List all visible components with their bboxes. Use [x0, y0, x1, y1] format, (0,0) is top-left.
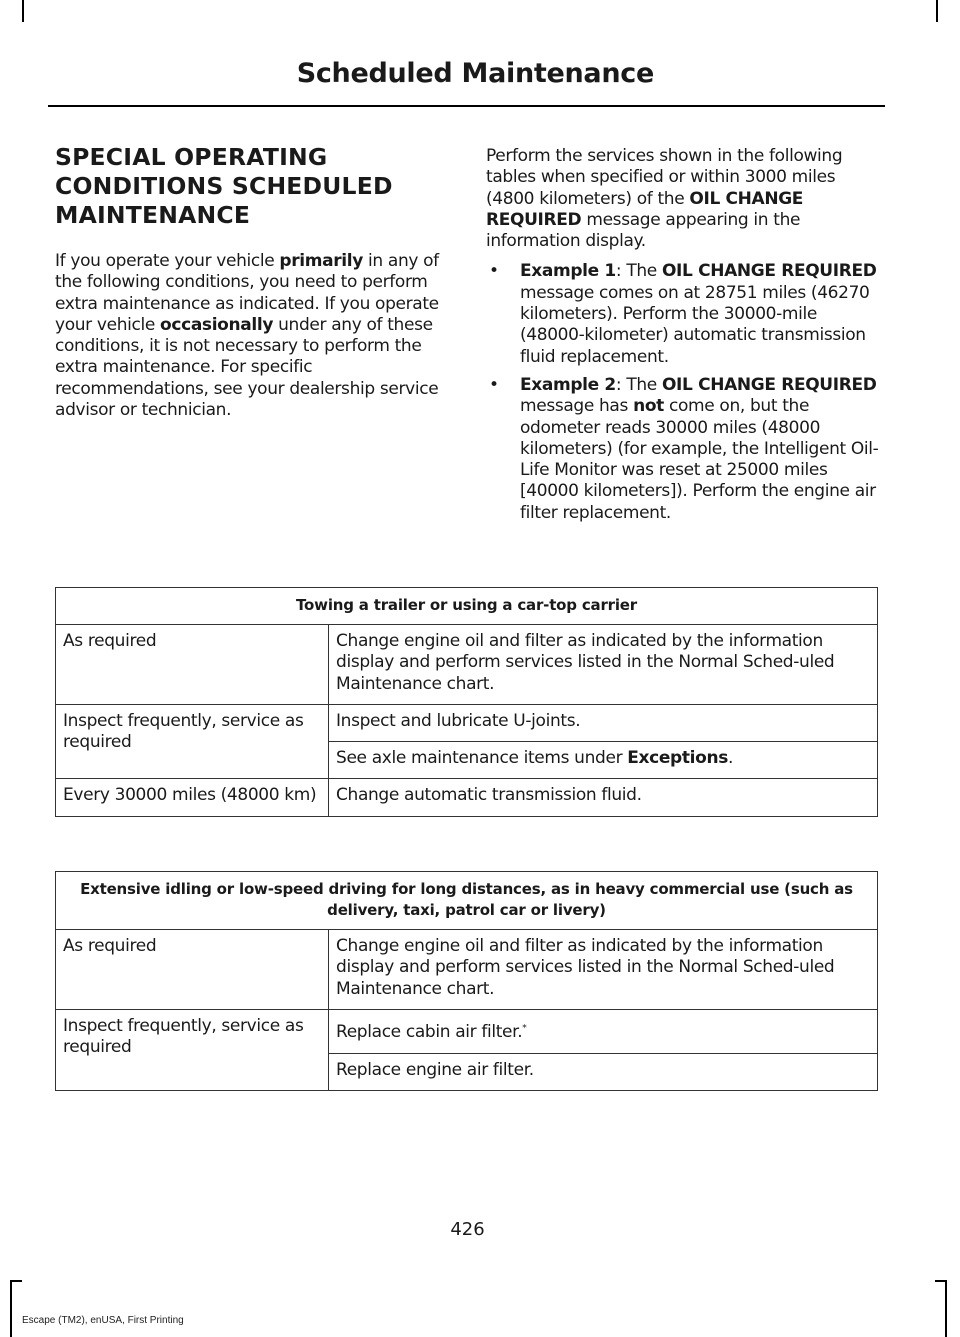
- interval-cell: Every 30000 miles (48000 km): [56, 779, 329, 816]
- edition-footer: Escape (TM2), enUSA, First Printing: [22, 1315, 184, 1326]
- towing-maintenance-table: [55, 587, 878, 817]
- table-caption-row: [56, 588, 878, 625]
- crop-mark-bottom-left-h: [10, 1280, 22, 1282]
- action-cell: [329, 1009, 878, 1053]
- example-bold-not: not: [633, 396, 664, 417]
- action-cell: Change engine oil and filter as indicated by the information display and perform services listed in the Normal Sched-uled Maintenance chart.: [329, 930, 878, 1010]
- intro-paragraph: [55, 251, 450, 421]
- action-text: Replace cabin air filter.: [336, 1021, 523, 1042]
- action-cell: Replace engine air filter.: [329, 1054, 878, 1091]
- table-caption: Towing a trailer or using a car-top carrier: [56, 588, 878, 625]
- example-text: message has: [520, 396, 634, 417]
- bullet-icon: •: [489, 374, 499, 395]
- action-cell: Inspect and lubricate U-joints.: [329, 704, 878, 741]
- interval-cell: Inspect frequently, service as required: [56, 1009, 329, 1091]
- example-text: come on, but the odometer reads 30000 miles (48000 kilometers) (for example, the Intelligent Oil-Life Monitor was reset at 25000 miles [40000 kilometers]). Perform the engine air filter replacement.: [520, 396, 879, 523]
- intro-text-2: in any of the following conditions, you need to perform extra maintenance as indicated. If you operate your vehicle: [55, 251, 439, 335]
- intro-bold-occasionally: occasionally: [160, 314, 274, 335]
- example-label: Example 1: [520, 261, 616, 282]
- intro-bold-primarily: primarily: [279, 251, 363, 271]
- list-item: [486, 375, 881, 524]
- page-header-title: Scheduled Maintenance: [296, 58, 654, 89]
- action-bold-exceptions: Exceptions: [627, 748, 728, 769]
- action-cell: [329, 742, 878, 779]
- intro-text-3: under any of these conditions, it is not necessary to perform the extra maintenance. For specific recommendations, see your dealership service advisor or technician.: [55, 314, 439, 421]
- crop-mark-bottom-right-h: [935, 1280, 947, 1282]
- crop-mark-bottom-left: [10, 1280, 12, 1337]
- example-text: : The: [615, 261, 662, 282]
- left-column: [55, 143, 450, 421]
- table-caption: Extensive idling or low-speed driving for long distances, as in heavy commercial use (such as delivery, taxi, patrol car or livery): [56, 872, 878, 930]
- table-caption-row: [56, 872, 878, 930]
- action-cell: Change automatic transmission fluid.: [329, 779, 878, 816]
- example-bold-message: OIL CHANGE REQUIRED: [661, 261, 877, 282]
- page-number: 426: [450, 1219, 485, 1240]
- footnote-marker: *: [522, 1023, 527, 1034]
- services-paragraph: [486, 146, 881, 252]
- crop-mark-bottom-right: [945, 1280, 947, 1337]
- interval-cell: Inspect frequently, service as required: [56, 704, 329, 779]
- example-list: [486, 261, 881, 524]
- example-bold-message: OIL CHANGE REQUIRED: [661, 374, 877, 395]
- table-row: [56, 779, 878, 816]
- section-heading: SPECIAL OPERATING CONDITIONS SCHEDULED MAINTENANCE: [55, 143, 393, 229]
- intro-text-1: If you operate your vehicle: [55, 251, 280, 271]
- action-cell: Change engine oil and filter as indicated by the information display and perform services listed in the Normal Sched-uled Maintenance chart.: [329, 625, 878, 705]
- services-text-2: message appearing in the information display.: [486, 209, 801, 252]
- bullet-icon: •: [489, 261, 499, 282]
- crop-mark-top-right: [936, 0, 938, 22]
- table-row: [56, 704, 878, 741]
- example-text: message comes on at 28751 miles (46270 kilometers). Perform the 30000-mile (48000-kilometer) automatic transmission fluid replacement.: [520, 282, 870, 367]
- interval-cell: As required: [56, 625, 329, 705]
- table-row: [56, 930, 878, 1010]
- table-row: [56, 1009, 878, 1053]
- table-row: [56, 625, 878, 705]
- right-column: [486, 146, 881, 531]
- action-text: .: [727, 748, 734, 769]
- services-text-1: Perform the services shown in the following tables when specified or within 3000 miles (4800 kilometers) of the: [486, 146, 843, 209]
- idling-maintenance-table: [55, 871, 878, 1091]
- services-bold-message: OIL CHANGE REQUIRED: [486, 188, 804, 230]
- example-text: : The: [615, 374, 662, 395]
- list-item: [486, 261, 881, 367]
- header-divider: [48, 105, 885, 107]
- example-label: Example 2: [520, 374, 616, 395]
- action-text: See axle maintenance items under: [336, 748, 628, 769]
- crop-mark-top-left: [22, 0, 24, 22]
- interval-cell: As required: [56, 930, 329, 1010]
